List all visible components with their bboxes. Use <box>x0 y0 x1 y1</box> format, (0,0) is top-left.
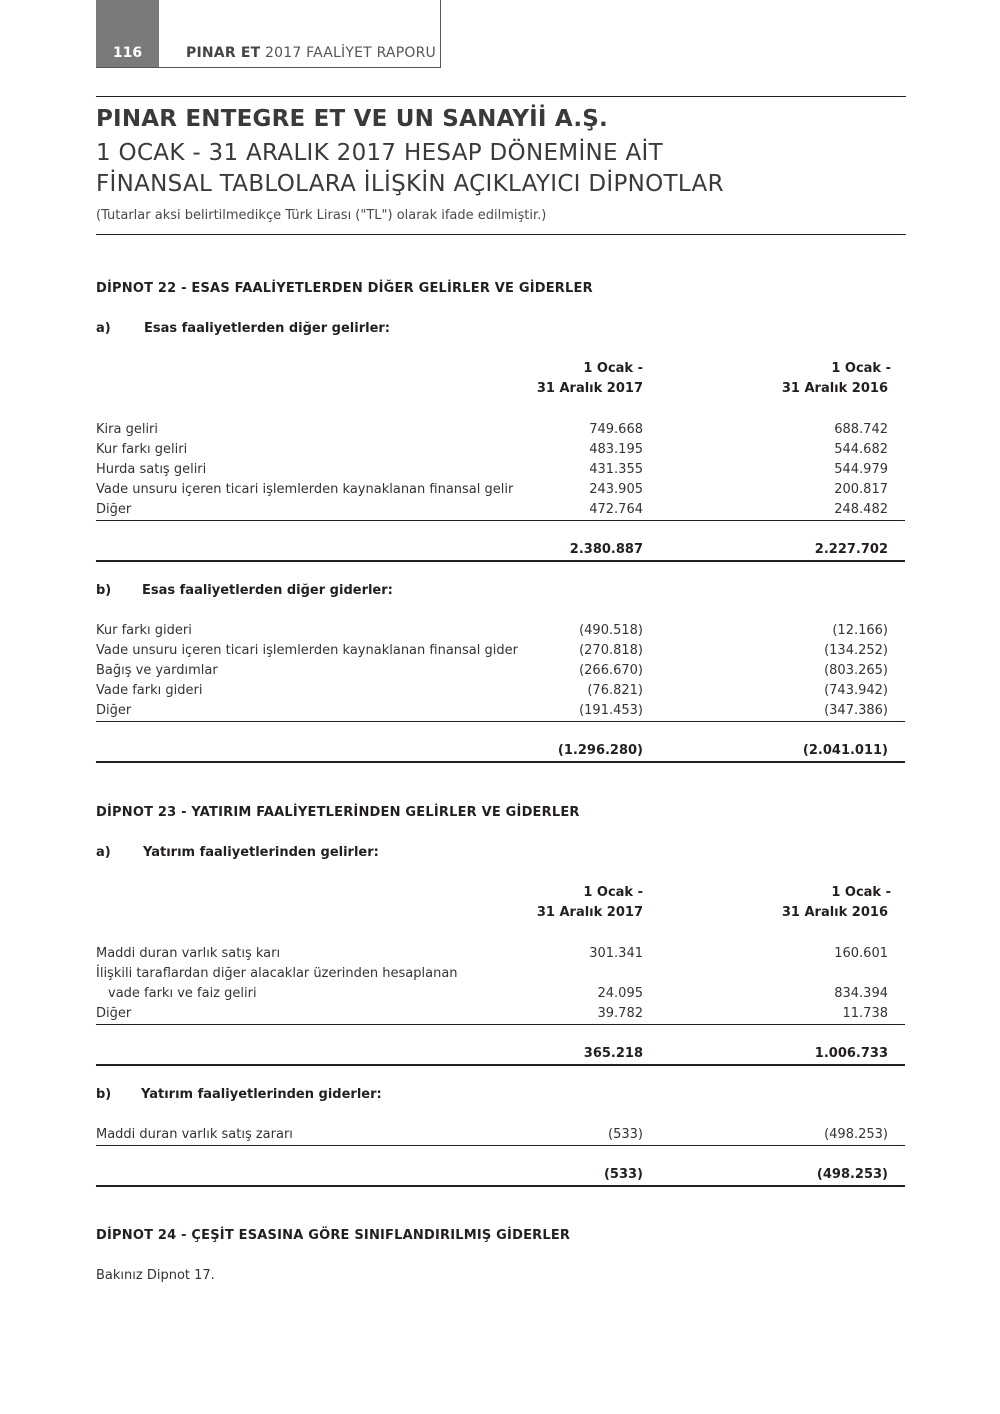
table-cell-2016: (347.386) <box>824 703 888 718</box>
table-cell-2017: 24.095 <box>597 986 643 1001</box>
title-bottom-rule <box>96 234 906 235</box>
total-2017: (533) <box>603 1167 643 1182</box>
total-2016: (498.253) <box>816 1167 888 1182</box>
col-2017-line2: 31 Aralık 2017 <box>536 381 643 396</box>
table-cell-2017: 472.764 <box>589 502 643 517</box>
table-cell-2016: (134.252) <box>824 643 888 658</box>
table-cell-2016: (498.253) <box>824 1127 888 1142</box>
note22-a-title: Esas faaliyetlerden diğer gelirler: <box>144 321 391 336</box>
table-row-label: İlişkili taraflardan diğer alacaklar üzerinden hesaplanan <box>96 966 458 981</box>
total-rule <box>96 1185 905 1187</box>
table-cell-2016: 248.482 <box>834 502 888 517</box>
note22-b-letter: b) <box>96 583 112 598</box>
total-2016: 1.006.733 <box>814 1046 888 1061</box>
total-2016: (2.041.011) <box>802 743 888 758</box>
note22-b-title: Esas faaliyetlerden diğer giderler: <box>142 583 393 598</box>
table-row-label: Maddi duran varlık satış karı <box>96 946 281 961</box>
table-row-label: Diğer <box>96 502 132 517</box>
table-cell-2017: 483.195 <box>589 442 643 457</box>
note23-heading: DİPNOT 23 - YATIRIM FAALİYETLERİNDEN GELİRLER VE GİDERLER <box>96 805 580 820</box>
table-row-label: Kira geliri <box>96 422 159 437</box>
total-2017: 2.380.887 <box>569 542 643 557</box>
subtotal-rule <box>96 1145 905 1146</box>
table-row-label: Bağış ve yardımlar <box>96 663 218 678</box>
table-cell-2016: 544.682 <box>834 442 888 457</box>
table-row-label: Vade unsuru içeren ticari işlemlerden kaynaklanan finansal gelir <box>96 482 514 497</box>
total-rule <box>96 1064 905 1066</box>
note23-a-title: Yatırım faaliyetlerinden gelirler: <box>143 845 379 860</box>
note23-b-title: Yatırım faaliyetlerinden giderler: <box>141 1087 382 1102</box>
currency-note: (Tutarlar aksi belirtilmedikçe Türk Lirası ("TL") olarak ifade edilmiştir.) <box>96 208 547 223</box>
subtotal-rule <box>96 520 905 521</box>
note23-a-letter: a) <box>96 845 111 860</box>
table-cell-2017: (490.518) <box>579 623 643 638</box>
total-2017: 365.218 <box>583 1046 643 1061</box>
table-row-label: Kur farkı geliri <box>96 442 188 457</box>
note22-a-letter: a) <box>96 321 111 336</box>
note23-b-letter: b) <box>96 1087 112 1102</box>
table-cell-2016: 688.742 <box>834 422 888 437</box>
table-cell-2017: (533) <box>608 1127 643 1142</box>
table-cell-2017: (76.821) <box>587 683 643 698</box>
table-cell-2016: (12.166) <box>832 623 888 638</box>
table-row-label: Diğer <box>96 1006 132 1021</box>
report-name: 2017 FAALİYET RAPORU <box>265 45 436 61</box>
table-cell-2016: 11.738 <box>842 1006 888 1021</box>
table-cell-2016: (743.942) <box>824 683 888 698</box>
table-cell-2016: 544.979 <box>834 462 888 477</box>
col-2017-line2: 31 Aralık 2017 <box>536 905 643 920</box>
table-cell-2016: 200.817 <box>834 482 888 497</box>
table-row-label: Diğer <box>96 703 132 718</box>
total-rule <box>96 761 905 763</box>
table-row-label: Kur farkı gideri <box>96 623 192 638</box>
table-cell-2017: 431.355 <box>589 462 643 477</box>
total-2017: (1.296.280) <box>557 743 643 758</box>
report-title <box>186 45 436 61</box>
col-2017-line1: 1 Ocak - <box>583 361 643 376</box>
table-cell-2017: (266.670) <box>579 663 643 678</box>
table-cell-2016: 834.394 <box>834 986 888 1001</box>
table-row-label: Maddi duran varlık satış zararı <box>96 1127 293 1142</box>
company-name: PINAR ENTEGRE ET VE UN SANAYİİ A.Ş. <box>96 106 608 132</box>
subtotal-rule <box>96 1024 905 1025</box>
table-cell-2016: (803.265) <box>824 663 888 678</box>
report-brand: PINAR ET <box>186 45 261 61</box>
table-cell-2016: 160.601 <box>834 946 888 961</box>
subtotal-rule <box>96 721 905 722</box>
note24-text: Bakınız Dipnot 17. <box>96 1268 215 1283</box>
col-2016-line2: 31 Aralık 2016 <box>781 381 888 396</box>
table-row-label: Vade farkı gideri <box>96 683 203 698</box>
header-frame-bottom <box>96 67 160 68</box>
col-2017-line1: 1 Ocak - <box>583 885 643 900</box>
table-cell-2017: 39.782 <box>597 1006 643 1021</box>
col-2016-line1: 1 Ocak - <box>831 361 891 376</box>
table-cell-2017: 749.668 <box>589 422 643 437</box>
note22-heading: DİPNOT 22 - ESAS FAALİYETLERDEN DİĞER GELİRLER VE GİDERLER <box>96 281 593 296</box>
table-cell-2017: (270.818) <box>579 643 643 658</box>
table-cell-2017: 301.341 <box>589 946 643 961</box>
title-top-rule <box>96 96 906 97</box>
table-row-label: Hurda satış geliri <box>96 462 207 477</box>
table-row-label: vade farkı ve faiz geliri <box>108 986 257 1001</box>
total-2016: 2.227.702 <box>814 542 888 557</box>
table-row-label: Vade unsuru içeren ticari işlemlerden kaynaklanan finansal gider <box>96 643 518 658</box>
table-cell-2017: 243.905 <box>589 482 643 497</box>
table-cell-2017: (191.453) <box>579 703 643 718</box>
total-rule <box>96 560 905 562</box>
col-2016-line1: 1 Ocak - <box>831 885 891 900</box>
page-number: 116 <box>112 45 143 61</box>
col-2016-line2: 31 Aralık 2016 <box>781 905 888 920</box>
document-title: FİNANSAL TABLOLARA İLİŞKİN AÇIKLAYICI DİPNOTLAR <box>96 171 724 197</box>
period-title: 1 OCAK - 31 ARALIK 2017 HESAP DÖNEMİNE AİT <box>96 140 663 166</box>
note24-heading: DİPNOT 24 - ÇEŞİT ESASINA GÖRE SINIFLANDIRILMIŞ GİDERLER <box>96 1228 571 1243</box>
